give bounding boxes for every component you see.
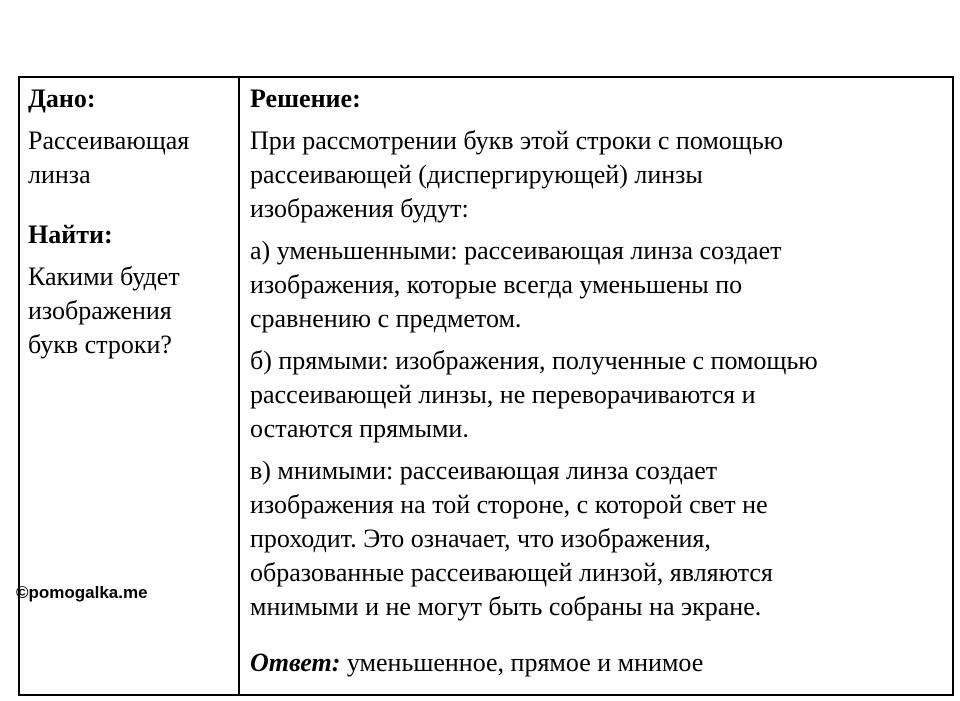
find-heading: Найти: [28, 220, 113, 249]
solution-line: При рассмотрении букв этой строки с помощью [250, 126, 784, 155]
solution-line: сравнению с предметом. [250, 304, 522, 333]
solution-line: изображения, которые всегда уменьшены по [250, 270, 743, 299]
solution-line: рассеивающей линзы, не переворачиваются и [250, 380, 756, 409]
given-heading: Дано: [28, 84, 96, 113]
given-line: Рассеивающая [28, 126, 190, 155]
watermark: ©pomogalka.me [16, 583, 148, 602]
solution-column [240, 78, 952, 694]
point-b [250, 344, 944, 446]
solution-table [18, 76, 954, 696]
solution-line: изображения будут: [250, 194, 469, 223]
solution-line: а) уменьшенными: рассеивающая линза создает [250, 236, 782, 265]
answer-text: уменьшенное, прямое и мнимое [340, 648, 704, 677]
solution-line: б) прямыми: изображения, полученные с помощью [250, 346, 818, 375]
solution-line: в) мнимыми: рассеивающая линза создает [250, 456, 718, 485]
solution-line: рассеивающей (диспергирующей) линзы [250, 160, 703, 189]
solution-line: остаются прямыми. [250, 414, 469, 443]
find-line: букв строки? [28, 330, 172, 359]
find-line: изображения [28, 296, 172, 325]
solution-line: проходит. Это означает, что изображения, [250, 524, 711, 553]
solution-line: образованные рассеивающей линзой, являются [250, 558, 773, 587]
solution-line: изображения на той стороне, с которой свет не [250, 490, 768, 519]
answer-label: Ответ: [250, 648, 341, 677]
point-a [250, 234, 944, 336]
answer-line [250, 646, 944, 680]
find-line: Какими будет [28, 262, 180, 291]
point-c [250, 454, 944, 624]
given-line: линза [28, 160, 91, 189]
solution-intro [250, 124, 944, 226]
solution-heading: Решение: [250, 84, 361, 113]
solution-line: мнимыми и не могут быть собраны на экране. [250, 592, 762, 621]
